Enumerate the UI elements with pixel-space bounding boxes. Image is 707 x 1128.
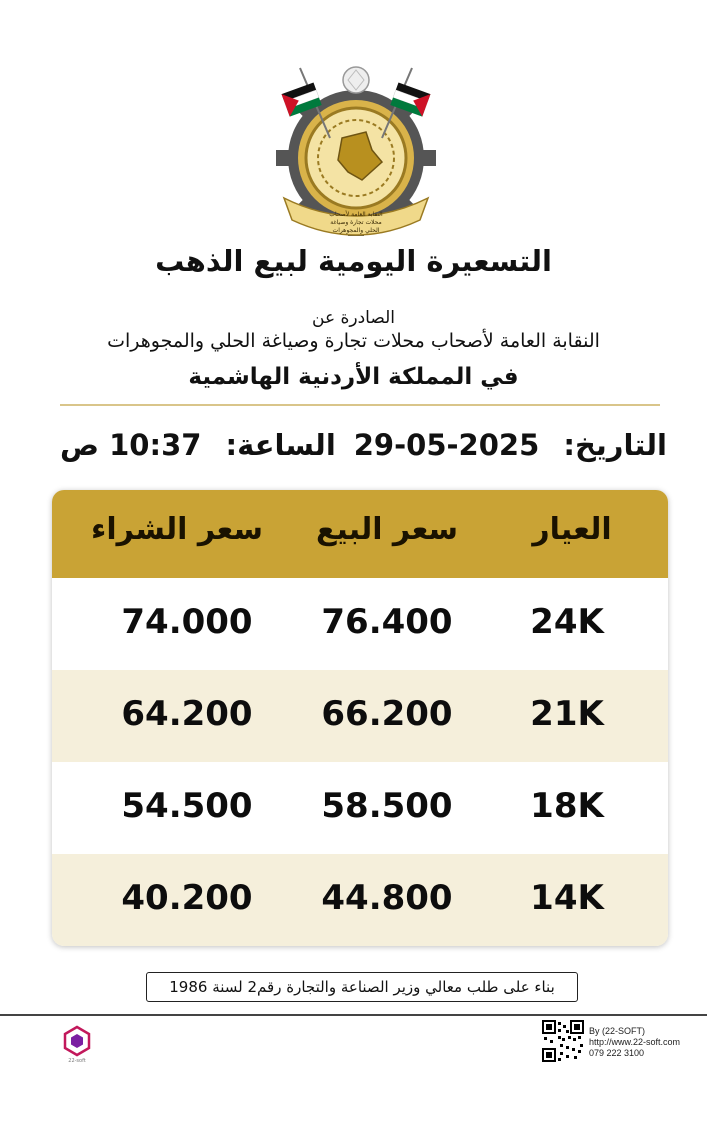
- credit-phone: 079 222 3100: [589, 1048, 645, 1058]
- date-value: 29-05-2025: [353, 428, 540, 462]
- table-row: [52, 854, 668, 946]
- date-label: التاريخ:: [563, 428, 667, 462]
- ministry-note: بناء على طلب معالي وزير الصناعة والتجارة رقم2 لسنة 1986: [146, 972, 578, 1002]
- karat: 21K: [530, 694, 604, 734]
- syndicate-name: النقابة العامة لأصحاب محلات تجارة وصياغة الحلي والمجوهرات: [107, 330, 600, 352]
- table-row: [52, 762, 668, 854]
- table-header: [52, 490, 668, 578]
- header-buy: سعر الشراء: [91, 512, 263, 547]
- buy-price: 64.200: [121, 694, 253, 734]
- date-field: [354, 428, 667, 462]
- divider: [0, 1014, 707, 1016]
- header-sell: سعر البيع: [315, 512, 459, 547]
- gem-icon: [343, 67, 369, 93]
- buy-price: 74.000: [121, 602, 253, 642]
- sell-price: 66.200: [321, 694, 453, 734]
- time-value: 10:37 ص: [60, 428, 202, 462]
- sell-price: 44.800: [321, 878, 453, 918]
- buy-price: 54.500: [121, 786, 253, 826]
- header-karat: العيار: [532, 512, 612, 547]
- credits: [589, 1026, 680, 1059]
- karat: 14K: [530, 878, 604, 918]
- table-row: [52, 578, 668, 670]
- svg-text:النقابة العامة لأصحاب: النقابة العامة لأصحاب: [329, 211, 383, 218]
- svg-text:محلات تجارة وصياغة: محلات تجارة وصياغة: [330, 219, 382, 226]
- buy-price: 40.200: [121, 878, 253, 918]
- karat: 18K: [530, 786, 604, 826]
- sell-price: 76.400: [321, 602, 453, 642]
- country-name: في المملكة الأردنية الهاشمية: [188, 364, 519, 390]
- karat: 24K: [530, 602, 604, 642]
- qr-code-icon[interactable]: [542, 1020, 584, 1062]
- sell-price: 58.500: [321, 786, 453, 826]
- time-label: الساعة:: [225, 428, 336, 462]
- page-title: التسعيرة اليومية لبيع الذهب: [155, 244, 552, 278]
- table-row: [52, 670, 668, 762]
- price-table: [52, 490, 668, 946]
- credit-url[interactable]: http://www.22-soft.com: [589, 1037, 681, 1047]
- syndicate-logo: [270, 58, 442, 236]
- time-field: [60, 428, 336, 462]
- divider: [60, 404, 660, 406]
- svg-text:الحلي والمجوهرات: الحلي والمجوهرات: [332, 227, 380, 234]
- svg-text:22-soft: 22-soft: [68, 1058, 86, 1063]
- credit-by: By (22-SOFT): [589, 1026, 646, 1036]
- issued-by-text: الصادرة عن: [312, 308, 395, 328]
- 22soft-logo: [62, 1025, 92, 1063]
